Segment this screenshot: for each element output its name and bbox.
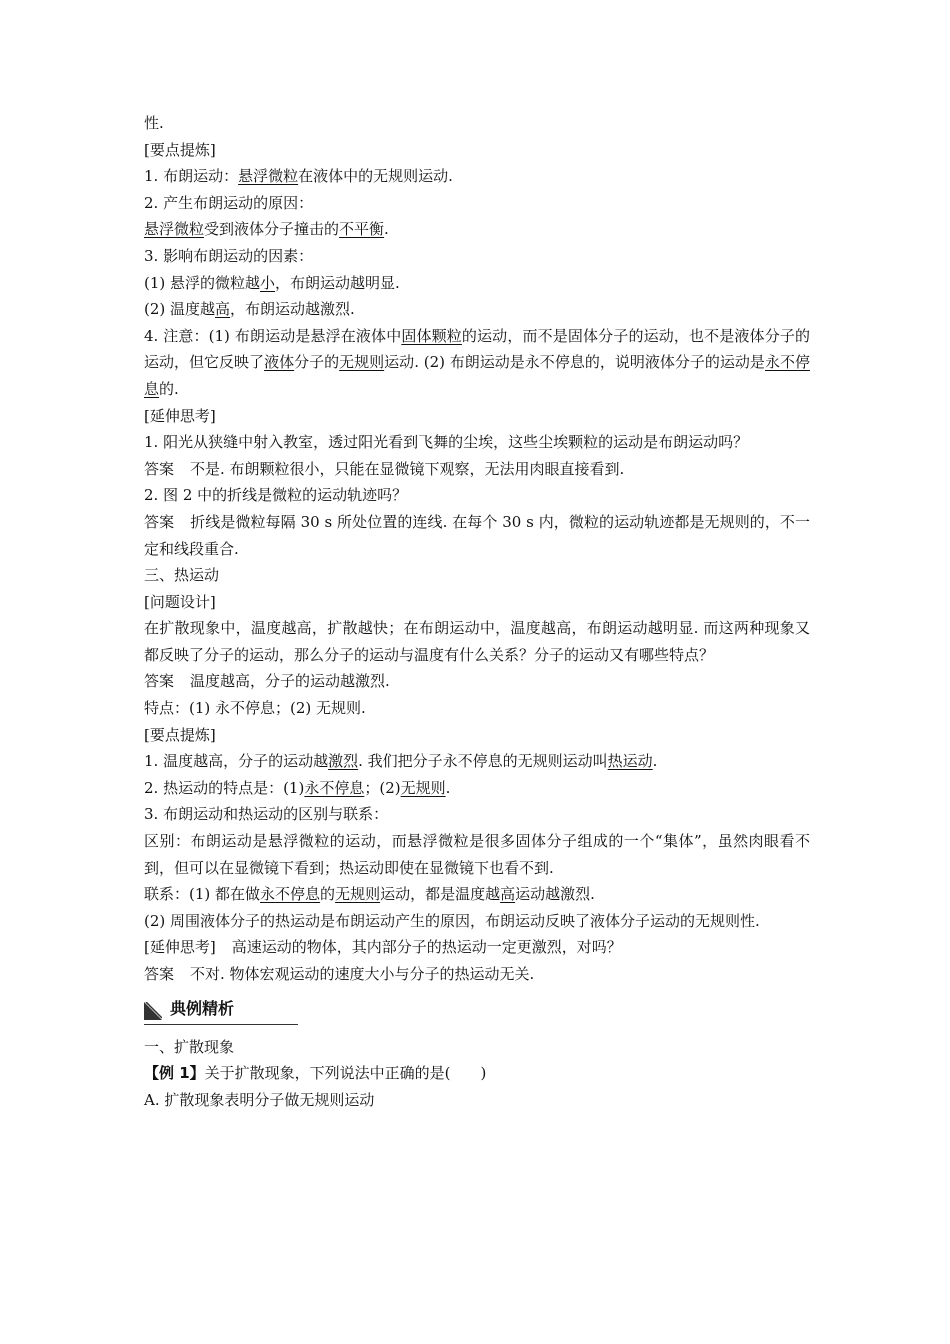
question-2: 2. 图 2 中的折线是微粒的运动轨迹吗？	[144, 486, 408, 505]
connection-text-2: (2) 周围液体分子的热运动是布朗运动产生的原因，布朗运动反映了液体分子运动的无规则性.	[144, 911, 760, 930]
document-page	[144, 110, 810, 1113]
key-point-m1: 1. 温度越高，分子的运动越激烈. 我们把分子永不停息的无规则运动叫热运动.	[144, 752, 658, 771]
diagonal-stripe-icon	[144, 1002, 162, 1020]
answer-4: 答案 不对. 物体宏观运动的速度大小与分子的热运动无关.	[144, 965, 535, 983]
section-underline	[144, 1024, 298, 1025]
point-3-item-1: (1) 悬浮的微粒越小，布朗运动越明显.	[144, 273, 400, 292]
point-2: 2. 产生布朗运动的原因：	[144, 193, 314, 212]
question-design-text: 在扩散现象中，温度越高，扩散越快；在布朗运动中，温度越高，布朗运动越明显. 而这两种现象又都反映了分子的运动，那么分子的运动与温度有什么关系？分子的运动又有哪些特点？	[144, 619, 810, 664]
section-heading-thermal-motion: 三、热运动	[144, 566, 220, 585]
answer-2: 答案 折线是微粒每隔 30 s 所处位置的连线. 在每个 30 s 内，微粒的运动轨迹都是无规则的，不一定和线段重合.	[144, 512, 810, 558]
key-point-m2: 2. 热运动的特点是：(1)永不停息；(2)无规则.	[144, 778, 451, 797]
point-3-item-2: (2) 温度越高，布朗运动越激烈.	[144, 300, 355, 319]
heading-question-design: [问题设计]	[144, 592, 216, 611]
example-section-heading: 一、扩散现象	[144, 1037, 235, 1056]
point-2-detail: 悬浮微粒受到液体分子撞击的不平衡.	[144, 220, 389, 239]
example-1-option-a: A. 扩散现象表明分子做无规则运动	[144, 1090, 375, 1109]
point-4-note: 4. 注意：(1) 布朗运动是悬浮在液体中固体颗粒的运动，而不是固体分子的运动，也不是液体分子的运动，但它反映了液体分子的无规则运动. (2) 布朗运动是永不停息的，说明液体分子的运动是永不停息的.	[144, 326, 810, 398]
extended-thinking-2: [延伸思考] 高速运动的物体，其内部分子的热运动一定更激烈，对吗？	[144, 938, 622, 957]
paragraph-tail: 性.	[144, 114, 164, 132]
point-3: 3. 影响布朗运动的因素：	[144, 246, 314, 265]
example-1-question: 【例 1】关于扩散现象，下列说法中正确的是( )	[144, 1064, 487, 1083]
difference-text: 区别：布朗运动是悬浮微粒的运动，而悬浮微粒是很多固体分子组成的一个“集体”，虽然肉眼看不到，但可以在显微镜下看到；热运动即使在显微镜下也看不到.	[144, 832, 810, 877]
connection-text: 联系：(1) 都在做永不停息的无规则运动，都是温度越高运动越激烈.	[144, 885, 595, 904]
heading-key-points: [要点提炼]	[144, 140, 216, 159]
section-banner	[144, 994, 810, 1028]
section-title: 典例精析	[170, 998, 235, 1018]
heading-extended-thinking: [延伸思考]	[144, 406, 216, 425]
heading-key-points-2: [要点提炼]	[144, 725, 216, 744]
answer-3: 答案 温度越高，分子的运动越激烈.	[144, 672, 390, 691]
features-line: 特点：(1) 永不停息；(2) 无规则.	[144, 699, 366, 718]
point-1: 1. 布朗运动：悬浮微粒在液体中的无规则运动.	[144, 167, 453, 186]
key-point-m3: 3. 布朗运动和热运动的区别与联系：	[144, 805, 389, 824]
question-1: 1. 阳光从狭缝中射入教室，透过阳光看到飞舞的尘埃，这些尘埃颗粒的运动是布朗运动吗？	[144, 433, 749, 452]
answer-1: 答案 不是. 布朗颗粒很小，只能在显微镜下观察，无法用肉眼直接看到.	[144, 459, 625, 478]
